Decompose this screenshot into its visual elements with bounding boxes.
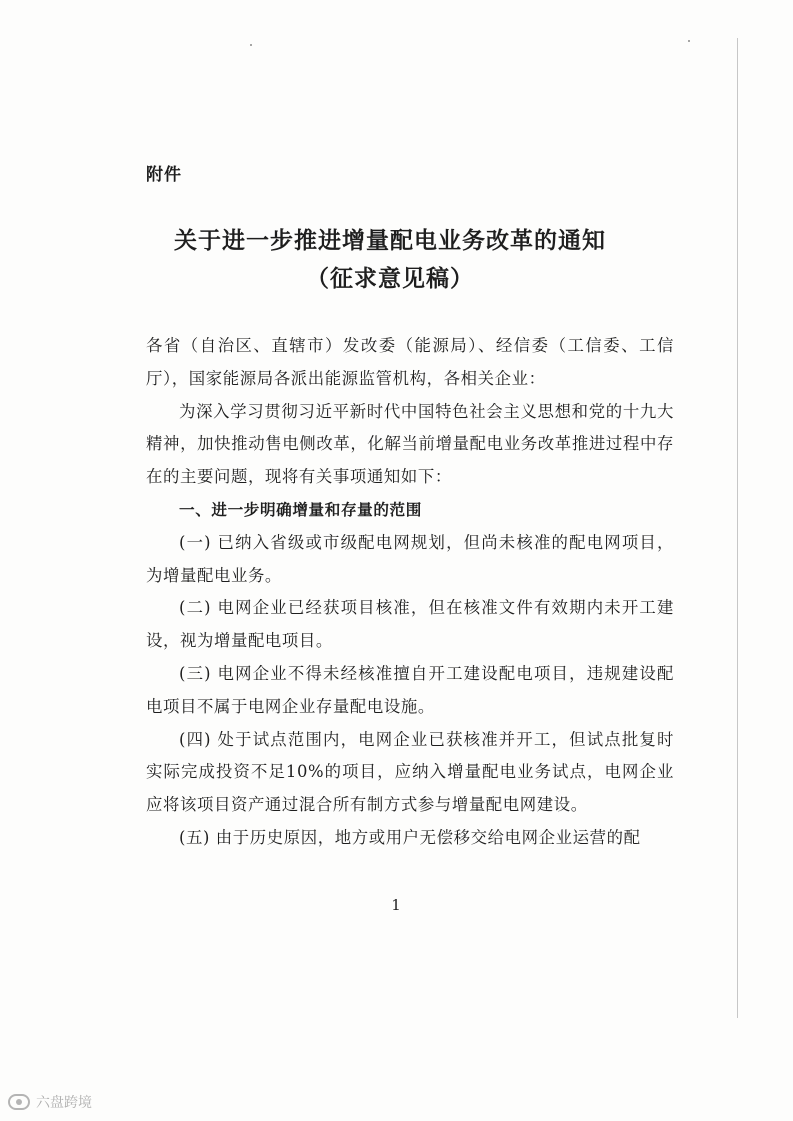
title-line-main: 关于进一步推进增量配电业务改革的通知 — [174, 227, 606, 254]
watermark-logo-icon — [8, 1094, 30, 1110]
list-item: (二) 电网企业已经获项目核准，但在核准文件有效期内未开工建设，视为增量配电项目。 — [146, 598, 674, 651]
watermark — [8, 1092, 92, 1112]
title-line-draft: （征求意见稿） — [306, 265, 474, 292]
page-number: 1 — [391, 896, 401, 914]
scan-speck — [688, 40, 690, 42]
list-item: (三) 电网企业不得未经核准擅自开工建设配电项目，违规建设配电项目不属于电网企业存量配电设施。 — [146, 663, 674, 716]
section-heading: 一、进一步明确增量和存量的范围 — [179, 500, 422, 519]
document-body — [146, 330, 674, 855]
addressee-paragraph: 各省（自治区、直辖市）发改委（能源局）、经信委（工信委、工信厅），国家能源局各派出能源监管机构，各相关企业： — [146, 336, 674, 388]
scan-speck — [250, 44, 252, 46]
attachment-label: 附件 — [146, 165, 182, 185]
list-item: (一) 已纳入省级或市级配电网规划，但尚未核准的配电网项目，为增量配电业务。 — [146, 532, 674, 585]
list-item: (五) 由于历史原因，地方或用户无偿移交给电网企业运营的配 — [179, 827, 641, 847]
scan-edge-line — [737, 38, 738, 1018]
document-title — [120, 222, 660, 298]
list-item: (四) 处于试点范围内，电网企业已获核准并开工，但试点批复时实际完成投资不足10%的项目，应纳入增量配电业务试点，电网企业应将该项目资产通过混合所有制方式参与增量配电网建设。 — [146, 729, 674, 815]
watermark-text: 六盘跨境 — [36, 1095, 92, 1111]
intro-paragraph: 为深入学习贯彻习近平新时代中国特色社会主义思想和党的十九大精神，加快推动售电侧改革，化解当前增量配电业务改革推进过程中存在的主要问题，现将有关事项通知如下： — [146, 401, 674, 487]
